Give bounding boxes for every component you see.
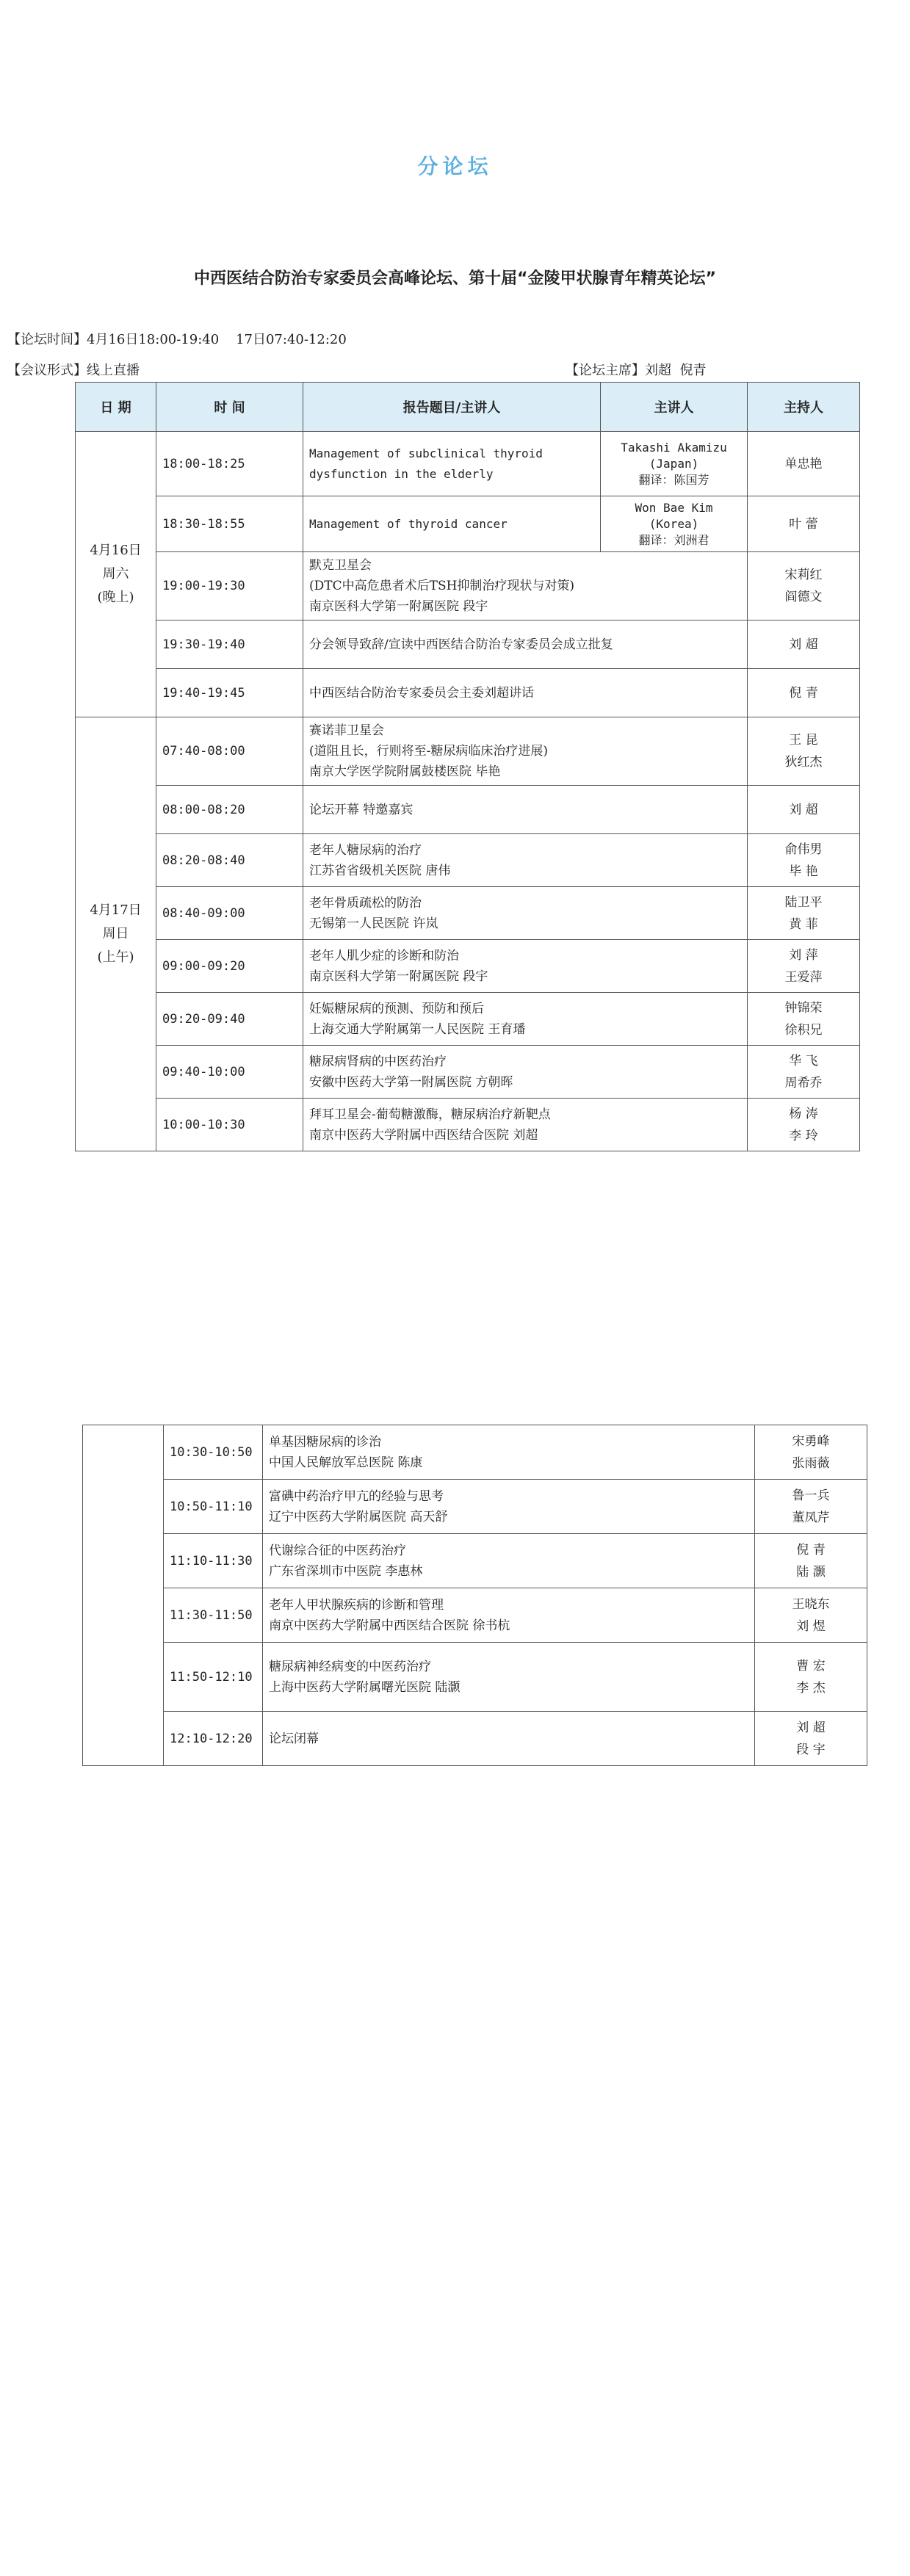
time-cell: 10:00-10:30: [156, 1099, 303, 1151]
host-name: 黄 菲: [789, 916, 818, 932]
host-name: 俞伟男: [784, 842, 823, 857]
topic-cell: [303, 834, 748, 887]
forum-chairs-value: 刘超 倪青: [645, 363, 707, 378]
topic-line: (道阻且长，行则将至-糖尿病临床治疗进展): [309, 744, 549, 759]
host-cell: [755, 1425, 867, 1480]
host-name: 毕 艳: [789, 864, 818, 879]
host-name: 钟锦荣: [784, 1000, 823, 1016]
time-cell: 19:40-19:45: [156, 669, 303, 717]
time-cell: 18:00-18:25: [156, 432, 303, 496]
topic-cell: [263, 1425, 755, 1480]
topic-line: 糖尿病神经病变的中医药治疗: [269, 1659, 431, 1674]
host-name: 王晓东: [792, 1596, 830, 1612]
section-title: 分论坛: [417, 154, 493, 178]
table-row: [76, 786, 860, 834]
host-cell: [755, 1534, 867, 1588]
topic-line: Management of subclinical thyroid: [309, 446, 543, 460]
forum-time-value: 4月16日18:00-19:40 17日07:40-12:20: [87, 332, 347, 347]
host-cell: [748, 717, 860, 786]
topic-cell: [263, 1480, 755, 1534]
date-cell: [76, 432, 156, 717]
host-name: 刘 煜: [796, 1618, 826, 1634]
topic-cell: [303, 1099, 748, 1151]
topic-line: 上海交通大学附属第一人民医院 王育璠: [309, 1021, 526, 1037]
host-name: 徐积兄: [784, 1022, 823, 1038]
schedule-table-page1: [75, 382, 860, 1151]
host-cell: [748, 834, 860, 887]
speaker-line: 翻译：陈国芳: [638, 472, 709, 487]
date-weekday: 周日: [102, 926, 129, 941]
time-cell: 19:30-19:40: [156, 621, 303, 669]
time-cell: 07:40-08:00: [156, 717, 303, 786]
host-cell: [748, 887, 860, 940]
topic-line: 糖尿病肾病的中医药治疗: [309, 1054, 447, 1069]
table-header-row: [76, 383, 860, 432]
host-name: 李 杰: [796, 1680, 826, 1696]
meeting-format: [7, 360, 140, 379]
table-row: [76, 432, 860, 496]
table-row: [76, 887, 860, 940]
date-cell: [83, 1425, 164, 1766]
host-cell: [748, 1099, 860, 1151]
host-name: 李 玲: [789, 1128, 818, 1143]
topic-line: 论坛开幕 特邀嘉宾: [309, 802, 414, 817]
speaker-line: (Korea): [649, 516, 699, 531]
speaker-cell: [601, 432, 748, 496]
topic-line: 上海中医药大学附属曙光医院 陆灏: [269, 1679, 461, 1695]
host-name: 华 飞: [789, 1053, 818, 1068]
topic-line: 中西医结合防治专家委员会主委刘超讲话: [309, 685, 534, 701]
table-row: [76, 993, 860, 1046]
topic-line: 广东省深圳市中医院 李惠林: [269, 1563, 423, 1579]
topic-line: dysfunction in the elderly: [309, 466, 494, 481]
table-row: [83, 1480, 867, 1534]
topic-cell: [263, 1534, 755, 1588]
host-name: 曹 宏: [796, 1658, 826, 1674]
host-name: 段 宇: [796, 1742, 826, 1757]
topic-cell: [303, 432, 601, 496]
date-period: (上午): [97, 949, 134, 965]
topic-line: 南京大学医学院附属鼓楼医院 毕艳: [309, 764, 501, 779]
topic-cell: [263, 1712, 755, 1766]
date-weekday: 周六: [102, 566, 129, 582]
host-name: 王 昆: [789, 733, 818, 748]
time-cell: 10:50-11:10: [164, 1480, 263, 1534]
topic-cell: [303, 887, 748, 940]
header-date: 日 期: [76, 383, 156, 432]
topic-cell: [303, 993, 748, 1046]
schedule-table-page2: [82, 1425, 867, 1766]
header-speaker: 主讲人: [601, 383, 748, 432]
time-cell: 11:10-11:30: [164, 1534, 263, 1588]
host-cell: [748, 993, 860, 1046]
topic-cell: [263, 1643, 755, 1712]
topic-line: 南京医科大学第一附属医院 段宇: [309, 969, 488, 984]
table-row: [76, 552, 860, 621]
host-cell: [748, 940, 860, 993]
topic-line: 老年人糖尿病的治疗: [309, 842, 422, 858]
date-cell: [76, 717, 156, 1151]
host-name: 周希乔: [784, 1075, 823, 1090]
host-cell: [748, 621, 860, 669]
topic-line: 单基因糖尿病的诊治: [269, 1434, 381, 1450]
topic-line: 中国人民解放军总医院 陈康: [269, 1455, 423, 1470]
header-time: 时 间: [156, 383, 303, 432]
host-cell: [748, 432, 860, 496]
forum-chairs-label: 【论坛主席】: [566, 363, 645, 378]
topic-line: 老年人肌少症的诊断和防治: [309, 948, 459, 963]
topic-line: 辽宁中医药大学附属医院 高天舒: [269, 1509, 448, 1524]
host-cell: [755, 1712, 867, 1766]
time-cell: 08:00-08:20: [156, 786, 303, 834]
host-cell: [748, 496, 860, 552]
host-name: 王爱萍: [784, 969, 823, 985]
host-name: 董凤芹: [792, 1510, 830, 1525]
host-cell: [755, 1480, 867, 1534]
host-name: 鲁一兵: [792, 1488, 830, 1503]
host-name: 宋莉红: [784, 568, 823, 582]
time-cell: 10:30-10:50: [164, 1425, 263, 1480]
host-cell: [755, 1588, 867, 1643]
forum-title: 中西医结合防治专家委员会高峰论坛、第十届“金陵甲状腺青年精英论坛”: [194, 269, 716, 288]
forum-chairs: [566, 360, 706, 379]
table-row: [76, 940, 860, 993]
topic-cell: [303, 940, 748, 993]
host-name: 阎德文: [784, 590, 823, 604]
host-cell: [755, 1643, 867, 1712]
time-cell: 08:40-09:00: [156, 887, 303, 940]
host-name: 单忠艳: [784, 456, 823, 471]
meeting-format-label: 【会议形式】: [7, 363, 87, 378]
time-cell: 09:20-09:40: [156, 993, 303, 1046]
speaker-cell: [601, 496, 748, 552]
time-cell: 11:30-11:50: [164, 1588, 263, 1643]
host-name: 刘 超: [789, 637, 818, 652]
topic-line: 南京医科大学第一附属医院 段宇: [309, 599, 488, 614]
host-name: 杨 涛: [789, 1106, 818, 1121]
topic-cell: [303, 496, 601, 552]
speaker-line: Won Bae Kim: [635, 500, 713, 515]
header-topic: 报告题目/主讲人: [303, 383, 601, 432]
table-row: [76, 621, 860, 669]
topic-line: 分会领导致辞/宣读中西医结合防治专家委员会成立批复: [309, 637, 613, 652]
host-name: 刘 萍: [789, 947, 818, 963]
topic-line: (DTC中高危患者术后TSH抑制治疗现状与对策): [309, 579, 575, 593]
host-name: 陆卫平: [784, 894, 823, 910]
time-cell: 19:00-19:30: [156, 552, 303, 621]
topic-cell: [303, 621, 748, 669]
topic-line: 富碘中药治疗甲亢的经验与思考: [269, 1488, 444, 1504]
host-cell: [748, 669, 860, 717]
host-name: 倪 青: [789, 685, 818, 701]
time-cell: 09:40-10:00: [156, 1046, 303, 1099]
topic-line: 无锡第一人民医院 许岚: [309, 916, 438, 931]
topic-line: 默克卫星会: [309, 558, 372, 573]
topic-line: 赛诺菲卫星会: [309, 723, 384, 738]
speaker-line: Takashi Akamizu: [621, 440, 727, 455]
time-cell: 08:20-08:40: [156, 834, 303, 887]
host-name: 刘 超: [796, 1720, 826, 1735]
forum-time-label: 【论坛时间】: [7, 332, 87, 347]
speaker-line: (Japan): [649, 456, 699, 471]
topic-cell: [303, 669, 748, 717]
topic-line: 安徽中医药大学第一附属医院 方朝晖: [309, 1074, 513, 1090]
time-cell: 18:30-18:55: [156, 496, 303, 552]
host-name: 倪 青: [796, 1542, 826, 1557]
host-name: 陆 灏: [796, 1564, 826, 1580]
topic-line: 老年人甲状腺疾病的诊断和管理: [269, 1597, 444, 1613]
header-host: 主持人: [748, 383, 860, 432]
topic-line: 妊娠糖尿病的预测、预防和预后: [309, 1001, 484, 1016]
topic-cell: [303, 1046, 748, 1099]
host-cell: [748, 552, 860, 621]
date-date: 4月17日: [90, 902, 142, 918]
host-name: 狄红杰: [784, 755, 823, 770]
time-cell: 09:00-09:20: [156, 940, 303, 993]
date-period: (晚上): [97, 590, 134, 605]
topic-cell: [303, 786, 748, 834]
topic-line: Management of thyroid cancer: [309, 516, 508, 531]
host-name: 张雨薇: [792, 1455, 830, 1471]
topic-line: 代谢综合征的中医药治疗: [269, 1543, 406, 1558]
topic-line: 江苏省省级机关医院 唐伟: [309, 863, 451, 878]
table-row: [83, 1425, 867, 1480]
table-row: [83, 1534, 867, 1588]
table-row: [83, 1712, 867, 1766]
topic-line: 拜耳卫星会-葡萄糖激酶，糖尿病治疗新靶点: [309, 1107, 551, 1122]
table-row: [76, 717, 860, 786]
speaker-line: 翻译：刘洲君: [638, 532, 709, 547]
topic-cell: [263, 1588, 755, 1643]
topic-line: 论坛闭幕: [269, 1731, 319, 1746]
topic-cell: [303, 717, 748, 786]
date-date: 4月16日: [90, 543, 142, 558]
host-name: 刘 超: [789, 802, 818, 817]
topic-line: 老年骨质疏松的防治: [309, 895, 422, 911]
time-cell: 12:10-12:20: [164, 1712, 263, 1766]
table-row: [83, 1588, 867, 1643]
table-row: [76, 1099, 860, 1151]
table-row: [83, 1643, 867, 1712]
forum-time: [7, 329, 347, 348]
meeting-format-value: 线上直播: [87, 363, 140, 378]
host-name: 叶 蕾: [789, 516, 818, 532]
topic-cell: [303, 552, 748, 621]
host-cell: [748, 786, 860, 834]
topic-line: 南京中医药大学附属中西医结合医院 徐书杭: [269, 1618, 510, 1633]
table-row: [76, 834, 860, 887]
host-cell: [748, 1046, 860, 1099]
topic-line: 南京中医药大学附属中西医结合医院 刘超: [309, 1127, 538, 1143]
table-row: [76, 1046, 860, 1099]
time-cell: 11:50-12:10: [164, 1643, 263, 1712]
host-name: 宋勇峰: [792, 1433, 830, 1449]
table-row: [76, 669, 860, 717]
table-row: [76, 496, 860, 552]
